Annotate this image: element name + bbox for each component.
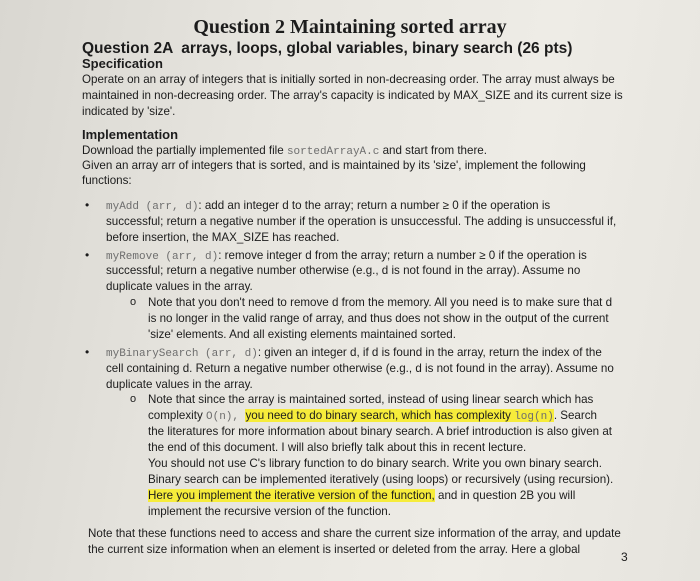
bs-note-line-2 xyxy=(148,408,597,426)
bs-note-line-4: the end of this document. I will also briefly talk about this in recent lecture. xyxy=(148,441,527,454)
bs-note-line-6: Binary search can be implemented iteratively (using loops) or recursively (using recursion). xyxy=(148,473,614,486)
specification-heading: Specification xyxy=(82,56,163,71)
bs-note-line-1: Note that since the array is maintained sorted, instead of using linear search which has xyxy=(148,393,594,406)
myremove-note-line-3: 'size' elements. And all existing elements maintained sorted. xyxy=(148,328,456,341)
myremove-line-3: duplicate values in the array. xyxy=(106,280,253,293)
closing-line-2: the current size information when an element is inserted or deleted from the array. Here a global xyxy=(88,543,581,556)
bs-note-line-8: implement the recursive version of the function. xyxy=(148,505,391,518)
sub-bullet-circle-icon: o xyxy=(130,296,137,308)
bs-note-complexity-label: complexity xyxy=(148,409,206,422)
question-2a-label: Question 2A xyxy=(82,40,174,57)
mybinarysearch-desc: : given an integer d, if d is found in the array, return the index of the xyxy=(257,346,602,359)
spec-line-2: maintained in non-decreasing order. The array's capacity is indicated by MAX_SIZE and its current size is xyxy=(82,89,623,102)
myremove-desc: : remove integer d from the array; return a number ≥ 0 if the operation is xyxy=(218,249,587,262)
bs-note-line-7 xyxy=(148,488,575,504)
closing-line-1: Note that these functions need to access and share the current size information of the array, and update xyxy=(88,527,621,540)
highlight-iterative: Here you implement the iterative version of the function, xyxy=(148,489,435,502)
spec-line-1: Operate on an array of integers that is initially sorted in non-decreasing order. The array must always be xyxy=(82,73,615,86)
sub-bullet-circle-icon: o xyxy=(130,393,137,405)
impl-line-3: functions: xyxy=(82,174,132,187)
highlight-binary-search xyxy=(245,409,553,422)
impl-line-1-pre: Download the partially implemented file xyxy=(82,144,287,157)
mybinarysearch-line-1 xyxy=(106,345,602,363)
bs-note-line-5: You should not use C's library function to do binary search. Write you own binary search. xyxy=(148,457,602,470)
myadd-line-3: before insertion, the MAX_SIZE has reached. xyxy=(106,231,340,244)
myadd-line-1 xyxy=(106,198,550,216)
file-name-code: sortedArrayA.c xyxy=(286,146,380,158)
highlight-binary-search-text: you need to do binary search, which has complexity xyxy=(245,409,515,422)
linear-complexity-code: O(n), xyxy=(206,411,240,423)
myremove-line-2: successful; return a negative number otherwise (e.g., d is not found in the array). Assume no xyxy=(106,264,581,277)
impl-line-1-post: and start from there. xyxy=(379,144,487,157)
bullet-icon: • xyxy=(85,198,90,212)
mybinarysearch-signature: myBinarySearch (arr, d) xyxy=(106,348,258,360)
implementation-heading: Implementation xyxy=(82,127,179,142)
myadd-signature: myAdd (arr, d) xyxy=(106,201,199,213)
myremove-note-line-2: is no longer in the valid range of array, and thus does not show in the output of the current xyxy=(148,312,609,325)
spec-line-3: indicated by 'size'. xyxy=(82,105,176,118)
impl-line-2: Given an array arr of integers that is sorted, and is maintained by its 'size', implement the following xyxy=(82,159,586,172)
bullet-icon: • xyxy=(85,345,90,359)
page-number: 3 xyxy=(621,550,628,564)
myadd-desc: : add an integer d to the array; return a number ≥ 0 if the operation is xyxy=(198,199,551,212)
question-2a-topic: arrays, loops, global variables, binary search (26 pts) xyxy=(181,40,573,57)
page-title: Question 2 Maintaining sorted array xyxy=(193,16,507,38)
bs-note-search-word: . Search xyxy=(553,409,597,422)
bs-note-line-7-rest: and in question 2B you will xyxy=(434,489,576,502)
log-complexity-code: log(n) xyxy=(514,411,554,423)
myremove-signature: myRemove (arr, d) xyxy=(106,251,219,263)
bs-note-line-3: the literatures for more information about binary search. A brief introduction is also given at xyxy=(148,425,612,438)
mybinarysearch-line-3: duplicate values in the array. xyxy=(106,378,253,391)
mybinarysearch-line-2: cell containing d. Return a negative number otherwise (e.g., d is not found in the array). Assume no xyxy=(106,362,614,375)
bullet-icon: • xyxy=(85,248,90,262)
myadd-line-2: successful; return a negative number if the operation is unsuccessful. The adding is unsuccessful if, xyxy=(106,215,617,228)
myremove-note-line-1: Note that you don't need to remove d from the memory. All you need is to make sure that d xyxy=(148,296,613,309)
